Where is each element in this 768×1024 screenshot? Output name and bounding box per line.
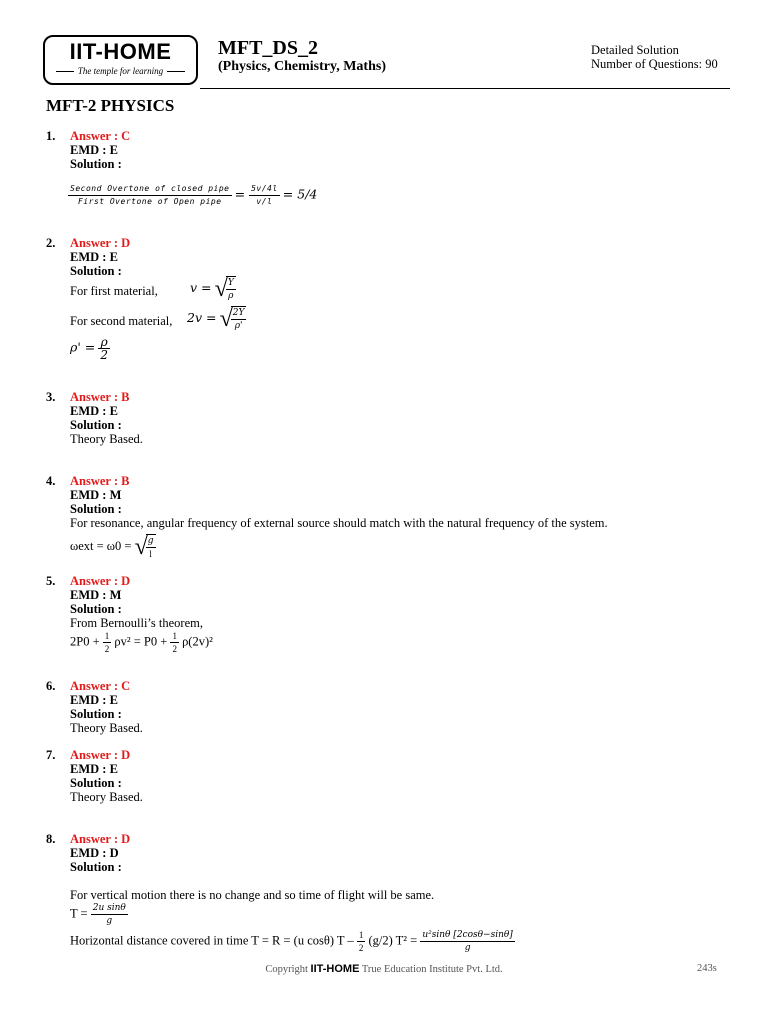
section-title: MFT-2 PHYSICS — [46, 96, 175, 115]
answer: Answer : D — [70, 574, 131, 588]
footer: Copyright IIT-HOME True Education Institute Pvt. Ltd. — [265, 963, 503, 975]
logo-tagline: The temple for learning — [45, 65, 196, 77]
emd: EMD : E — [70, 404, 118, 418]
question-number: 8. — [46, 832, 56, 846]
solution-text: For vertical motion there is no change and so time of flight will be same. — [70, 888, 435, 902]
emd: EMD : E — [70, 250, 118, 264]
emd: EMD : D — [70, 846, 119, 860]
question-number: 1. — [46, 129, 56, 143]
solution-text: Theory Based. — [70, 721, 143, 735]
question-number: 3. — [46, 390, 56, 404]
solution-label: Solution : — [70, 602, 122, 616]
header-divider — [200, 88, 730, 89]
emd: EMD : E — [70, 693, 118, 707]
solution-label: Solution : — [70, 860, 122, 874]
equation: 2v = √ $\frac{2Y}{\rho'}$ — [187, 306, 245, 332]
page-number: 243s — [697, 963, 717, 974]
num-questions: Number of Questions: 90 — [591, 57, 718, 71]
answer: Answer : D — [70, 236, 131, 250]
equation: T = $\frac{\text{2u sinθ}}{g}$ — [70, 903, 126, 926]
answer: Answer : B — [70, 390, 130, 404]
emd: EMD : M — [70, 488, 122, 502]
solution-text: For resonance, angular frequency of external source should match with the natural frequency of the system. — [70, 516, 608, 530]
footer-brand: IIT-HOME — [310, 963, 360, 975]
document-subtitle: (Physics, Chemistry, Maths) — [218, 59, 386, 74]
answer: Answer : C — [70, 679, 131, 693]
solution-text: Theory Based. — [70, 790, 143, 804]
question-number: 5. — [46, 574, 56, 588]
solution-label: Solution : — [70, 502, 122, 516]
equation: ωext = ω0 = √ $\frac{g}{l}$ — [70, 534, 154, 560]
question-number: 2. — [46, 236, 56, 250]
header-info — [591, 43, 718, 71]
answer: Answer : D — [70, 748, 131, 762]
solution-label: Solution : — [70, 776, 122, 790]
logo-text: IIT-HOME — [69, 39, 172, 64]
solution-label: Solution : — [70, 418, 122, 432]
equation: v = √ $\frac{Y}{\rho}$ — [190, 276, 234, 302]
answer: Answer : C — [70, 129, 131, 143]
emd: EMD : E — [70, 762, 118, 776]
solution-line: For first material, — [70, 284, 158, 298]
answer: Answer : B — [70, 474, 130, 488]
doc-type: Detailed Solution — [591, 43, 679, 57]
equation: Horizontal distance covered in time T = R = (u cosθ) T – $\frac{1}{2}$ (g/2) T² = $\frac{\text{u²sinθ [2cosθ−sinθ]}}{g}$ — [70, 930, 513, 953]
emd: EMD : E — [70, 143, 118, 157]
solution-label: Solution : — [70, 264, 122, 278]
question-number: 4. — [46, 474, 56, 488]
solution-label: Solution : — [70, 157, 122, 171]
solution-label: Solution : — [70, 707, 122, 721]
question-number: 6. — [46, 679, 56, 693]
solution-text: From Bernoulli’s theorem, — [70, 616, 203, 630]
equation: $\frac{\text{Second Overtone of closed pipe}}{\text{First Overtone of Open pipe}}$ = $\frac{5v/4l}{v/l}$ = 5/4 — [70, 184, 318, 206]
solution-line: For second material, — [70, 314, 173, 328]
document-title: MFT_DS_2 — [218, 37, 318, 59]
logo — [43, 35, 198, 85]
answer: Answer : D — [70, 832, 131, 846]
equation: 2P0 + $\frac{1}{2}$ ρv² = P0 + $\frac{1}{2}$ ρ(2v)² — [70, 631, 213, 654]
solution-text: Theory Based. — [70, 432, 143, 446]
equation: ρ' = $\frac{\rho}{2}$ — [70, 335, 108, 362]
question-number: 7. — [46, 748, 56, 762]
emd: EMD : M — [70, 588, 122, 602]
